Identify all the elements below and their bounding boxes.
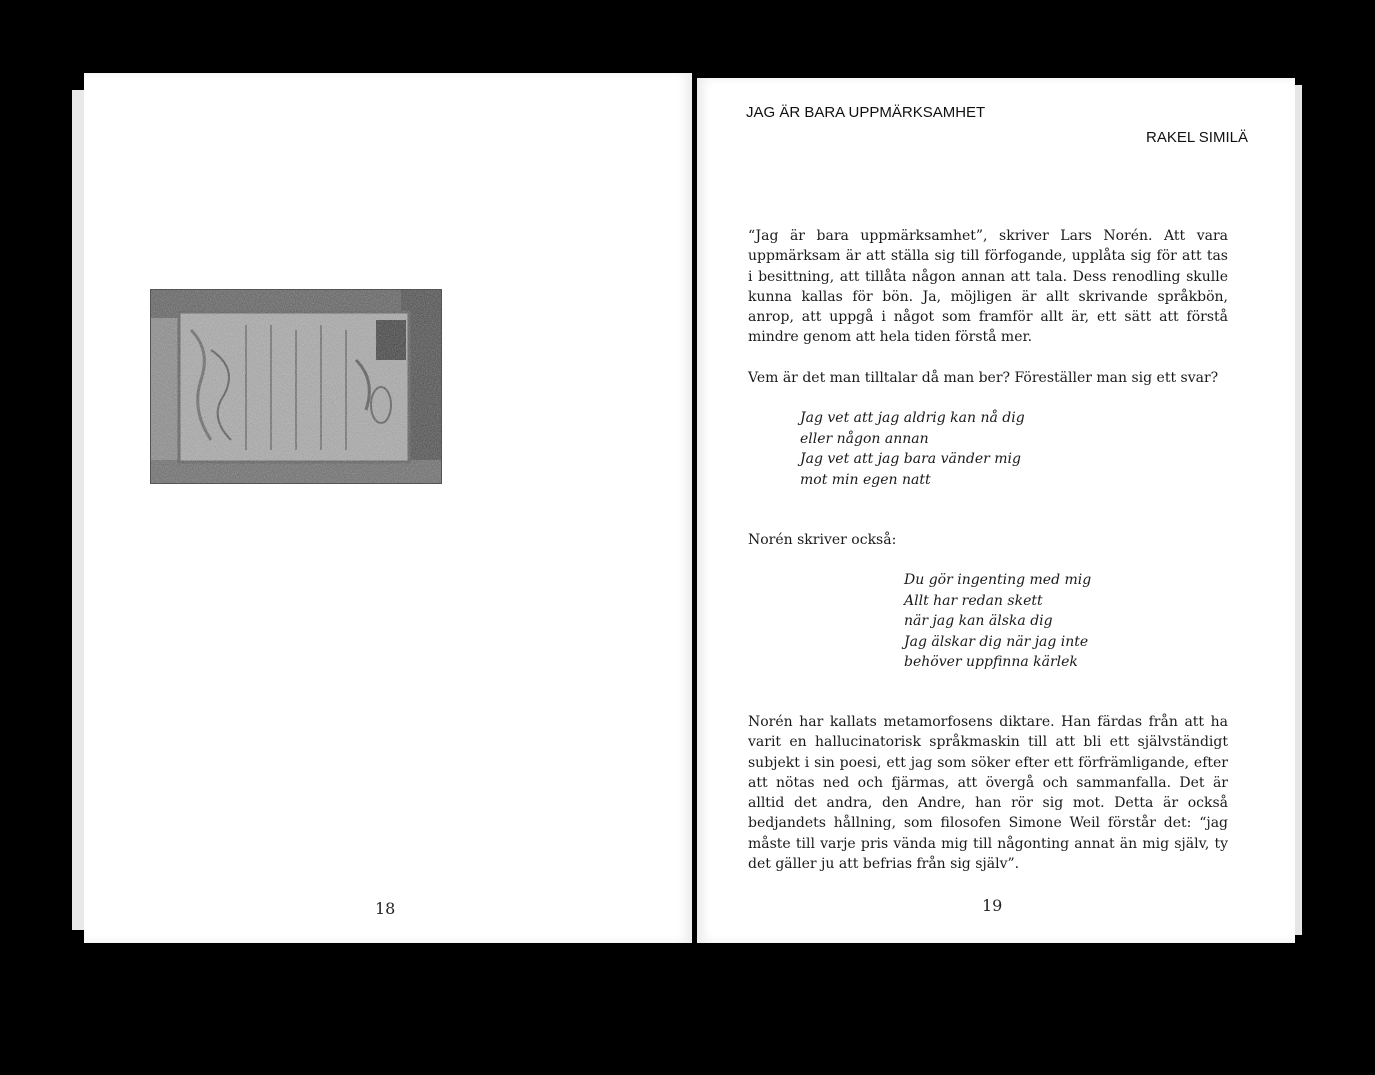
running-header-title: JAG ÄR BARA UPPMÄRKSAMHET (746, 104, 986, 121)
poem-line: Du gör ingenting med mig (904, 572, 1092, 588)
poem-line: Jag vet att jag bara vänder mig (800, 451, 1021, 467)
paragraph: Vem är det man tilltalar då man ber? Föreställer man sig ett svar? (748, 370, 1219, 386)
poem-line: när jag kan älska dig (904, 613, 1053, 629)
left-page (84, 73, 692, 943)
poem-line: Jag vet att jag aldrig kan nå dig (800, 410, 1025, 426)
stone-relief-photo (150, 289, 442, 484)
page-number-left: 18 (375, 899, 396, 918)
poem-line: mot min egen natt (800, 471, 931, 488)
poem-line: eller någon annan (800, 430, 929, 447)
running-header-author: RAKEL SIMILÄ (1146, 129, 1248, 146)
paragraph: Norén skriver också: (748, 532, 897, 548)
poem-line: Allt har redan skett (904, 592, 1043, 609)
paragraph: “Jag är bara uppmärksamhet”, skriver Lars Norén. Att vara uppmärksam är att ställa sig till förfogande, upplåta sig för att tas i besittning, att tillåta någon annan att tala. Dess renodling skulle kunna kallas för bön. Ja, möjligen är allt skrivande språkbön, anrop, att uppgå i något som framför allt är, ett sätt att förstå mindre genom att hela tiden förstå mer. (748, 228, 1228, 346)
poem-quote (904, 570, 1091, 673)
paragraph: Norén har kallats metamorfosens diktare. Han färdas från att ha varit en hallucinatorisk språkmaskin till att bli ett självständigt subjekt i sin poesi, ett jag som söker efter ett förfrämligande, efter att nötas ned och fjärmas, att övergå och sammanfalla. Det är alltid det andra, den Andre, han rör sig mot. Detta är också bedjandets hållning, som filosofen Simone Weil förstår det: “jag måste till varje pris vända mig till någonting annat än mig själv, ty det gäller ju att befrias från sig själv”. (748, 714, 1228, 873)
poem-line: behöver uppfinna kärlek (904, 654, 1078, 670)
page-number-right: 19 (982, 896, 1003, 915)
poem-quote (800, 408, 1025, 490)
poem-line: Jag älskar dig när jag inte (904, 633, 1089, 650)
